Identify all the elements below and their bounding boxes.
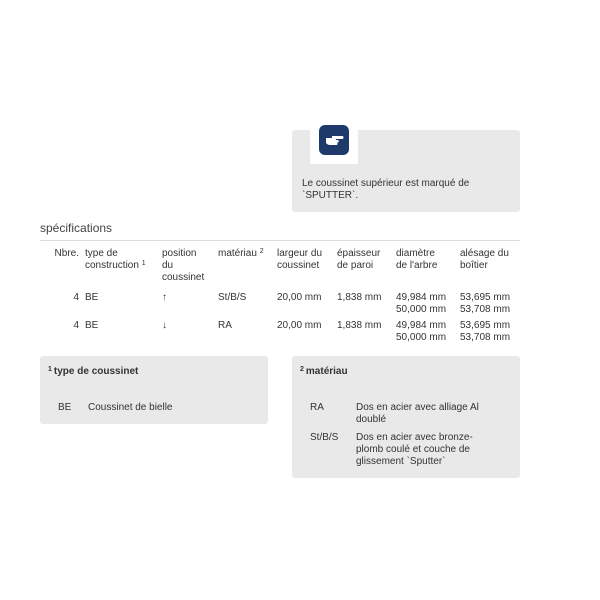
footnote-item bbox=[310, 432, 496, 468]
footnote-value: Coussinet de bielle bbox=[88, 402, 173, 413]
cell-material: RA bbox=[218, 320, 232, 331]
footnote-title: $^2$ matériau bbox=[300, 366, 348, 377]
cell-material: St/B/S bbox=[218, 292, 247, 303]
table-header-row bbox=[40, 248, 520, 292]
cell-qty: 4 bbox=[73, 320, 79, 331]
footnote-title: $^1$ type de coussinet bbox=[48, 366, 139, 377]
footnote-value: Dos en acier avec bronze-plomb coulé et couche de glissement `Sputter` bbox=[356, 432, 473, 467]
table-row bbox=[40, 320, 520, 344]
col-header-qty: Nbre. bbox=[54, 248, 79, 259]
cell-type: BE bbox=[85, 292, 99, 303]
footnote-material bbox=[292, 356, 520, 478]
col-header-material: matériau $^2$ bbox=[218, 248, 264, 259]
col-header-bore: alésage du boîtier bbox=[460, 248, 509, 271]
footnote-key: BE bbox=[58, 402, 72, 413]
col-header-type: type de construction $^1$ bbox=[85, 248, 146, 271]
cell-bore: 53,695 mm 53,708 mm bbox=[460, 292, 511, 315]
col-header-width: largeur du coussinet bbox=[277, 248, 323, 271]
footnote-value: Dos en acier avec alliage Al doublé bbox=[356, 402, 479, 425]
note-box bbox=[292, 130, 520, 212]
cell-type: BE bbox=[85, 320, 99, 331]
section-title: spécifications bbox=[40, 221, 113, 235]
cell-width: 20,00 mm bbox=[277, 320, 322, 331]
footnote-key: St/B/S bbox=[310, 432, 339, 443]
footnote-construction-type bbox=[40, 356, 268, 424]
col-header-position: position du coussinet bbox=[162, 248, 205, 283]
cell-position bbox=[162, 292, 218, 320]
spec-table bbox=[40, 248, 520, 344]
cell-diameter: 49,984 mm 50,000 mm bbox=[396, 320, 447, 343]
cell-bore: 53,695 mm 53,708 mm bbox=[460, 320, 511, 343]
note-text: Le coussinet supérieur est marqué de `SPUTTER`. bbox=[302, 178, 470, 201]
cell-diameter: 49,984 mm 50,000 mm bbox=[396, 292, 447, 315]
footnote-key: RA bbox=[310, 402, 324, 413]
note-icon-frame bbox=[310, 116, 358, 164]
divider bbox=[40, 240, 520, 241]
cell-thickness: 1,838 mm bbox=[337, 292, 382, 303]
col-header-diameter: diamètre de l'arbre bbox=[396, 248, 438, 271]
footnote-item bbox=[58, 402, 238, 414]
cell-width: 20,00 mm bbox=[277, 292, 322, 303]
arrow-down-icon: ↓ bbox=[162, 320, 167, 331]
arrow-up-icon: ↑ bbox=[162, 292, 167, 303]
cell-thickness: 1,838 mm bbox=[337, 320, 382, 331]
cell-qty: 4 bbox=[73, 292, 79, 303]
pointing-hand-icon bbox=[319, 125, 349, 155]
col-header-thickness: épaisseur de paroi bbox=[337, 248, 381, 271]
table-row bbox=[40, 292, 520, 320]
footnote-item bbox=[310, 402, 496, 426]
cell-position bbox=[162, 320, 218, 344]
